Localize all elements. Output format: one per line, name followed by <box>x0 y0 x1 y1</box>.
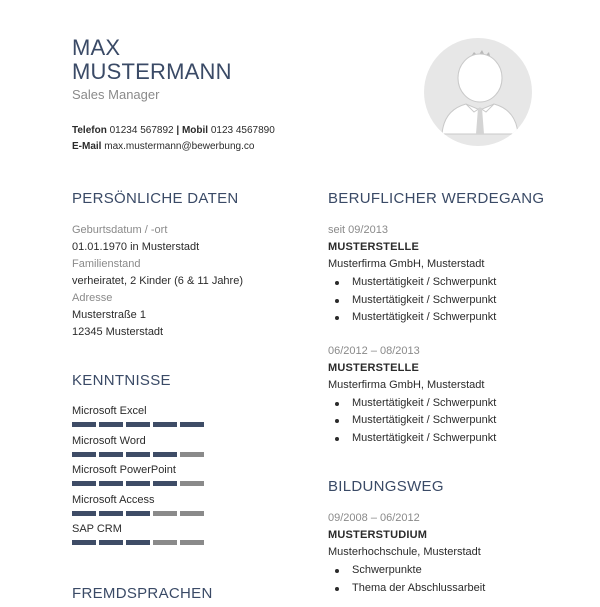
skill-level-filled <box>72 511 96 516</box>
contact-separator: | <box>176 125 180 136</box>
skill-name: Microsoft Access <box>72 493 155 506</box>
skill-level-filled <box>72 422 96 427</box>
skill-level-empty <box>153 511 177 516</box>
skill-level-empty <box>153 540 177 545</box>
skill-level-filled <box>72 540 96 545</box>
skill-item <box>72 493 292 523</box>
email-label: E-Mail <box>72 141 102 152</box>
birth-label: Geburtsdatum / -ort <box>72 224 168 236</box>
timeline-entry <box>328 510 568 597</box>
mobile-number: 0123 4567890 <box>210 125 275 136</box>
skill-level-empty <box>180 452 204 457</box>
list-item: Mustertätigkeit / Schwerpunkt <box>352 309 568 327</box>
skill-item <box>72 434 292 464</box>
skill-level-bar <box>72 452 292 457</box>
entry-organization: Musterfirma GmbH, Musterstadt <box>328 258 485 270</box>
email-line <box>72 139 275 155</box>
contact-block <box>72 123 275 155</box>
skill-level-empty <box>180 540 204 545</box>
list-item: Mustertätigkeit / Schwerpunkt <box>352 430 568 448</box>
timeline-entry <box>328 343 568 448</box>
personal-data <box>72 222 292 341</box>
phone-label: Telefon <box>72 125 107 136</box>
avatar <box>424 38 532 146</box>
education-list <box>328 510 568 607</box>
skill-level-filled <box>153 452 177 457</box>
skill-item <box>72 522 292 552</box>
entry-organization: Musterhochschule, Musterstadt <box>328 546 481 558</box>
section-title-personal: PERSÖNLICHE DATEN <box>72 190 239 207</box>
entry-bullets <box>328 395 568 448</box>
skill-level-filled <box>180 422 204 427</box>
entry-position: MUSTERSTUDIUM <box>328 529 428 541</box>
skills-list <box>72 404 292 552</box>
birth-value: 01.01.1970 in Musterstadt <box>72 241 200 253</box>
person-placeholder-icon <box>424 38 532 146</box>
skill-level-filled <box>126 540 150 545</box>
entry-bullets <box>328 562 568 597</box>
entry-date: 09/2008 – 06/2012 <box>328 512 420 524</box>
last-name: MUSTERMANN <box>72 59 232 84</box>
section-title-languages: FREMDSPRACHEN <box>72 585 213 602</box>
skill-level-filled <box>126 452 150 457</box>
address-line-1: Musterstraße 1 <box>72 309 146 321</box>
skill-level-filled <box>153 422 177 427</box>
skill-level-filled <box>126 511 150 516</box>
section-title-education: BILDUNGSWEG <box>328 478 444 495</box>
skill-level-filled <box>99 481 123 486</box>
skill-level-filled <box>99 540 123 545</box>
list-item: Mustertätigkeit / Schwerpunkt <box>352 292 568 310</box>
first-name: MAX <box>72 35 121 60</box>
candidate-name <box>72 36 232 84</box>
skill-name: SAP CRM <box>72 523 122 535</box>
skill-level-empty <box>180 511 204 516</box>
address-label: Adresse <box>72 292 113 304</box>
list-item: Schwerpunkte <box>352 562 568 580</box>
address-line-2: 12345 Musterstadt <box>72 326 164 338</box>
skill-level-filled <box>99 511 123 516</box>
skill-name: Microsoft Word <box>72 434 146 447</box>
list-item: Mustertätigkeit / Schwerpunkt <box>352 412 568 430</box>
mobile-label: Mobil <box>181 125 209 136</box>
phone-number: 01234 567892 <box>109 125 174 136</box>
list-item: Mustertätigkeit / Schwerpunkt <box>352 274 568 292</box>
list-item: Mustertätigkeit / Schwerpunkt <box>352 395 568 413</box>
family-value: verheiratet, 2 Kinder (6 & 11 Jahre) <box>72 275 243 287</box>
skill-level-bar <box>72 481 292 486</box>
skill-level-filled <box>153 481 177 486</box>
entry-date: seit 09/2013 <box>328 224 388 236</box>
skill-level-filled <box>72 481 96 486</box>
job-title: Sales Manager <box>72 87 160 102</box>
skill-name: Microsoft Excel <box>72 405 147 417</box>
skill-level-filled <box>99 422 123 427</box>
skill-level-bar <box>72 540 292 545</box>
timeline-entry <box>328 222 568 327</box>
skill-level-filled <box>72 452 96 457</box>
phone-line <box>72 123 275 139</box>
list-item: Thema der Abschlussarbeit <box>352 580 568 598</box>
entry-bullets <box>328 274 568 327</box>
family-label: Familienstand <box>72 258 141 270</box>
skill-level-bar <box>72 511 292 516</box>
skill-level-filled <box>126 481 150 486</box>
skill-level-bar <box>72 422 292 427</box>
email-address: max.mustermann@bewerbung.co <box>104 141 255 152</box>
career-list <box>328 222 568 457</box>
entry-organization: Musterfirma GmbH, Musterstadt <box>328 378 485 391</box>
entry-position: MUSTERSTELLE <box>328 361 420 374</box>
skill-level-filled <box>126 422 150 427</box>
skill-name: Microsoft PowerPoint <box>72 464 176 476</box>
skill-level-filled <box>99 452 123 457</box>
skill-item <box>72 463 292 493</box>
section-title-skills: KENNTNISSE <box>72 372 171 389</box>
section-title-career: BERUFLICHER WERDEGANG <box>328 190 545 207</box>
entry-date: 06/2012 – 08/2013 <box>328 344 420 357</box>
skill-item <box>72 404 292 434</box>
skill-level-empty <box>180 481 204 486</box>
entry-position: MUSTERSTELLE <box>328 241 420 253</box>
